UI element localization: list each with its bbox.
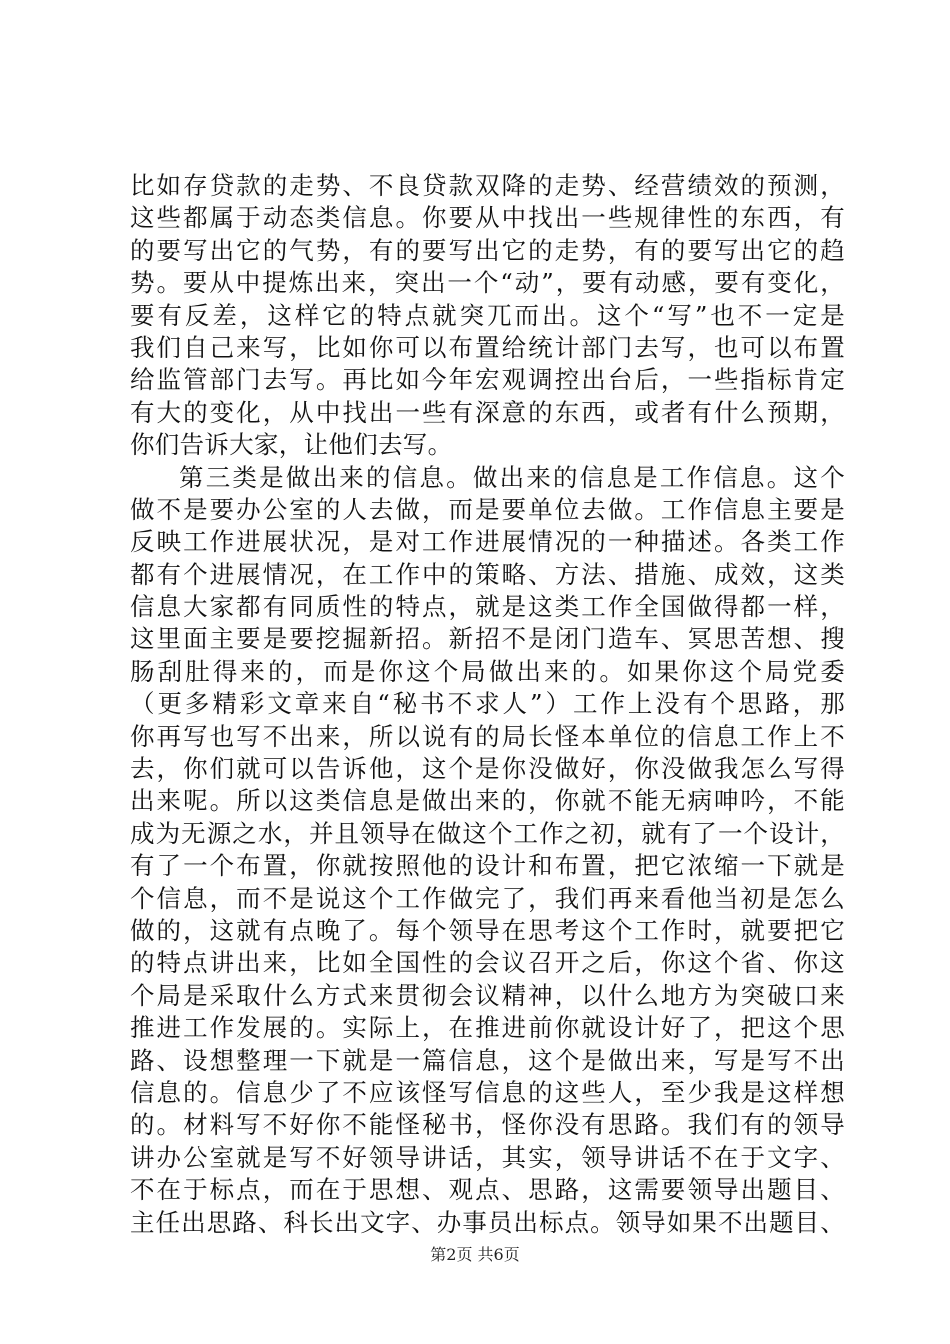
text-line-30: 的。材料写不好你不能怪秘书，怪你没有思路。我们有的领导 <box>130 1110 845 1140</box>
text-line-10: 第三类是做出来的信息。做出来的信息是工作信息。这个 <box>179 462 845 492</box>
text-line-14: 信息大家都有同质性的特点，就是这类工作全国做得都一样， <box>130 592 845 622</box>
text-line-32: 不在于标点，而在于思想、观点、思路，这需要领导出题目、 <box>130 1175 845 1205</box>
text-line-17: （更多精彩文章来自“秘书不求人”）工作上没有个思路，那 <box>130 689 845 719</box>
text-line-15: 这里面主要是要挖掘新招。新招不是闭门造车、冥思苦想、搜 <box>130 624 845 654</box>
text-line-12: 反映工作进展状况，是对工作进展情况的一种描述。各类工作 <box>130 527 845 557</box>
page-footer <box>0 1243 950 1267</box>
text-line-28: 路、设想整理一下就是一篇信息，这个是做出来，写是写不出 <box>130 1045 845 1075</box>
text-line-5: 要有反差，这样它的特点就突兀而出。这个“写”也不一定是 <box>130 300 845 330</box>
text-line-27: 推进工作发展的。实际上，在推进前你就设计好了，把这个思 <box>130 1013 845 1043</box>
text-line-11: 做不是要办公室的人去做，而是要单位去做。工作信息主要是 <box>130 494 845 524</box>
text-line-2: 这些都属于动态类信息。你要从中找出一些规律性的东西，有 <box>130 203 845 233</box>
text-line-31: 讲办公室就是写不好领导讲话，其实，领导讲话不在于文字、 <box>130 1142 845 1172</box>
text-line-8: 有大的变化，从中找出一些有深意的东西，或者有什么预期， <box>130 397 845 427</box>
text-line-13: 都有个进展情况，在工作中的策略、方法、措施、成效，这类 <box>130 559 845 589</box>
text-line-26: 个局是采取什么方式来贯彻会议精神，以什么地方为突破口来 <box>130 980 845 1010</box>
text-line-23: 个信息，而不是说这个工作做完了，我们再来看他当初是怎么 <box>130 883 845 913</box>
text-line-4: 势。要从中提炼出来，突出一个“动”，要有动感，要有变化， <box>130 268 845 298</box>
text-line-29: 信息的。信息少了不应该怪写信息的这些人，至少我是这样想 <box>130 1077 845 1107</box>
text-line-6: 我们自己来写，比如你可以布置给统计部门去写，也可以布置 <box>130 332 845 362</box>
text-line-19: 去，你们就可以告诉他，这个是你没做好，你没做我怎么写得 <box>130 754 845 784</box>
text-line-22: 有了一个布置，你就按照他的设计和布置，把它浓缩一下就是 <box>130 851 845 881</box>
text-line-3: 的要写出它的气势，有的要写出它的走势，有的要写出它的趋 <box>130 235 845 265</box>
text-line-25: 的特点讲出来，比如全国性的会议召开之后，你这个省、你这 <box>130 948 845 978</box>
text-line-20: 出来呢。所以这类信息是做出来的，你就不能无病呻吟，不能 <box>130 786 845 816</box>
page-number-label: 第2页 共6页 <box>430 1245 520 1264</box>
text-line-18: 你再写也写不出来，所以说有的局长怪本单位的信息工作上不 <box>130 721 845 751</box>
text-line-9: 你们告诉大家，让他们去写。 <box>130 430 453 460</box>
text-line-33: 主任出思路、科长出文字、办事员出标点。领导如果不出题目、 <box>130 1207 845 1237</box>
document-body <box>130 170 845 1239</box>
text-line-7: 给监管部门去写。再比如今年宏观调控出台后，一些指标肯定 <box>130 365 845 395</box>
text-line-1: 比如存贷款的走势、不良贷款双降的走势、经营绩效的预测， <box>130 171 845 200</box>
text-line-21: 成为无源之水，并且领导在做这个工作之初，就有了一个设计， <box>130 818 845 848</box>
text-line-24: 做的，这就有点晚了。每个领导在思考这个工作时，就要把它 <box>130 915 845 945</box>
text-line-16: 肠刮肚得来的，而是你这个局做出来的。如果你这个局党委 <box>130 656 845 686</box>
